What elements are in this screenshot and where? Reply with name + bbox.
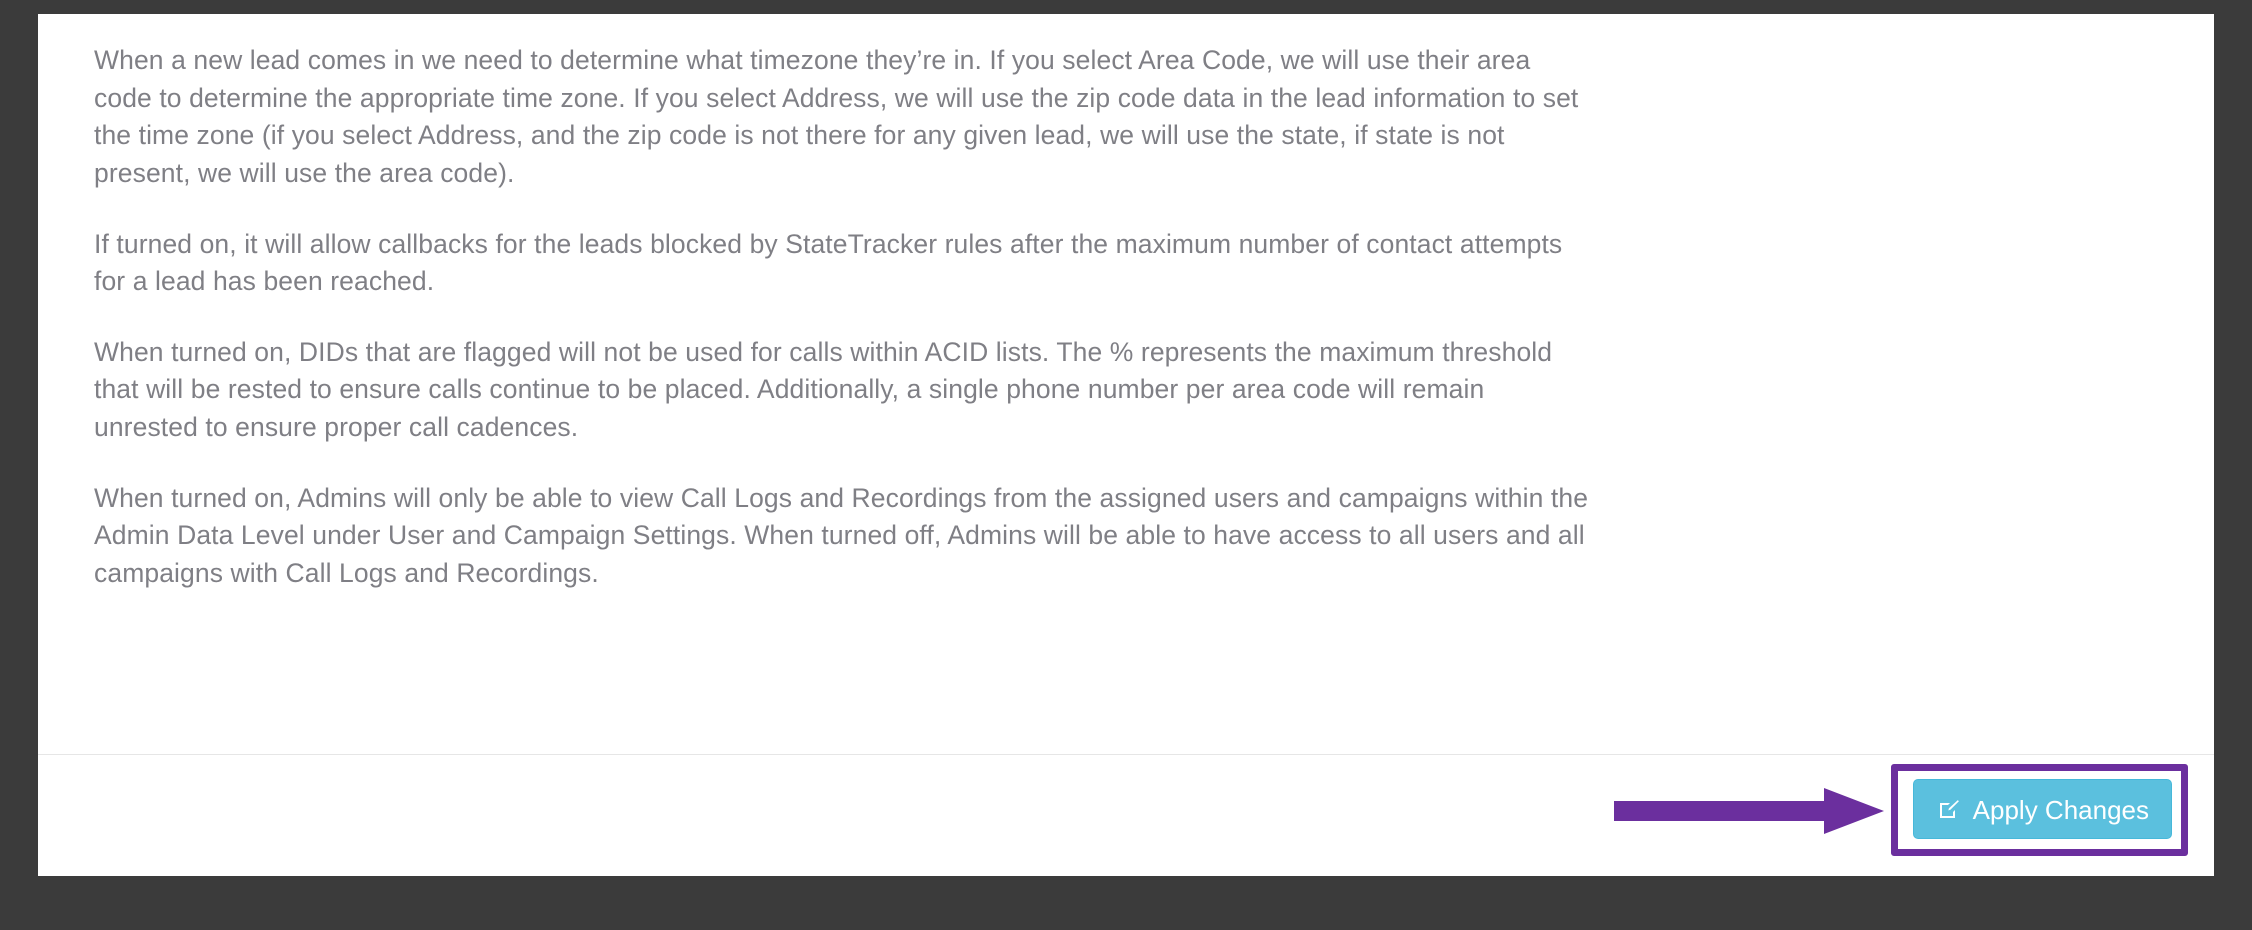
settings-content-panel [38, 14, 2214, 876]
help-paragraph-did-resting: When turned on, DIDs that are flagged will not be used for calls within ACID lists. The % represents the maximum threshold that will be rested to ensure calls continue to be placed. Additionally, a single phone number per area code will remain unrested to ensure proper call cadences. [94, 336, 1553, 442]
help-paragraph-admin-data-level: When turned on, Admins will only be able to view Call Logs and Recordings from the assigned users and campaigns within the Admin Data Level under User and Campaign Settings. When turned off, Admins will be able to have access to all users and all campaigns with Call Logs and Recordings. [94, 482, 1589, 588]
apply-changes-button[interactable] [1913, 779, 2172, 839]
help-text-region [38, 14, 2214, 754]
edit-pencil-square-icon [1936, 796, 1962, 822]
help-paragraph-timezone: When a new lead comes in we need to determine what timezone they’re in. If you select Area Code, we will use their area code to determine the appropriate time zone. If you select Address, we will use the zip code data in the lead information to set the time zone (if you select Address, and the zip code is not there for any given lead, we will use the state, if state is not present, we will use the area code). [94, 45, 1579, 188]
right-arrow-annotation-icon [1614, 788, 1884, 834]
help-paragraph-statetracker-callbacks: If turned on, it will allow callbacks for the leads blocked by StateTracker rules after the maximum number of contact attempts for a lead has been reached. [94, 228, 1563, 297]
apply-changes-label: Apply Changes [1972, 795, 2149, 825]
panel-footer [38, 754, 2214, 876]
